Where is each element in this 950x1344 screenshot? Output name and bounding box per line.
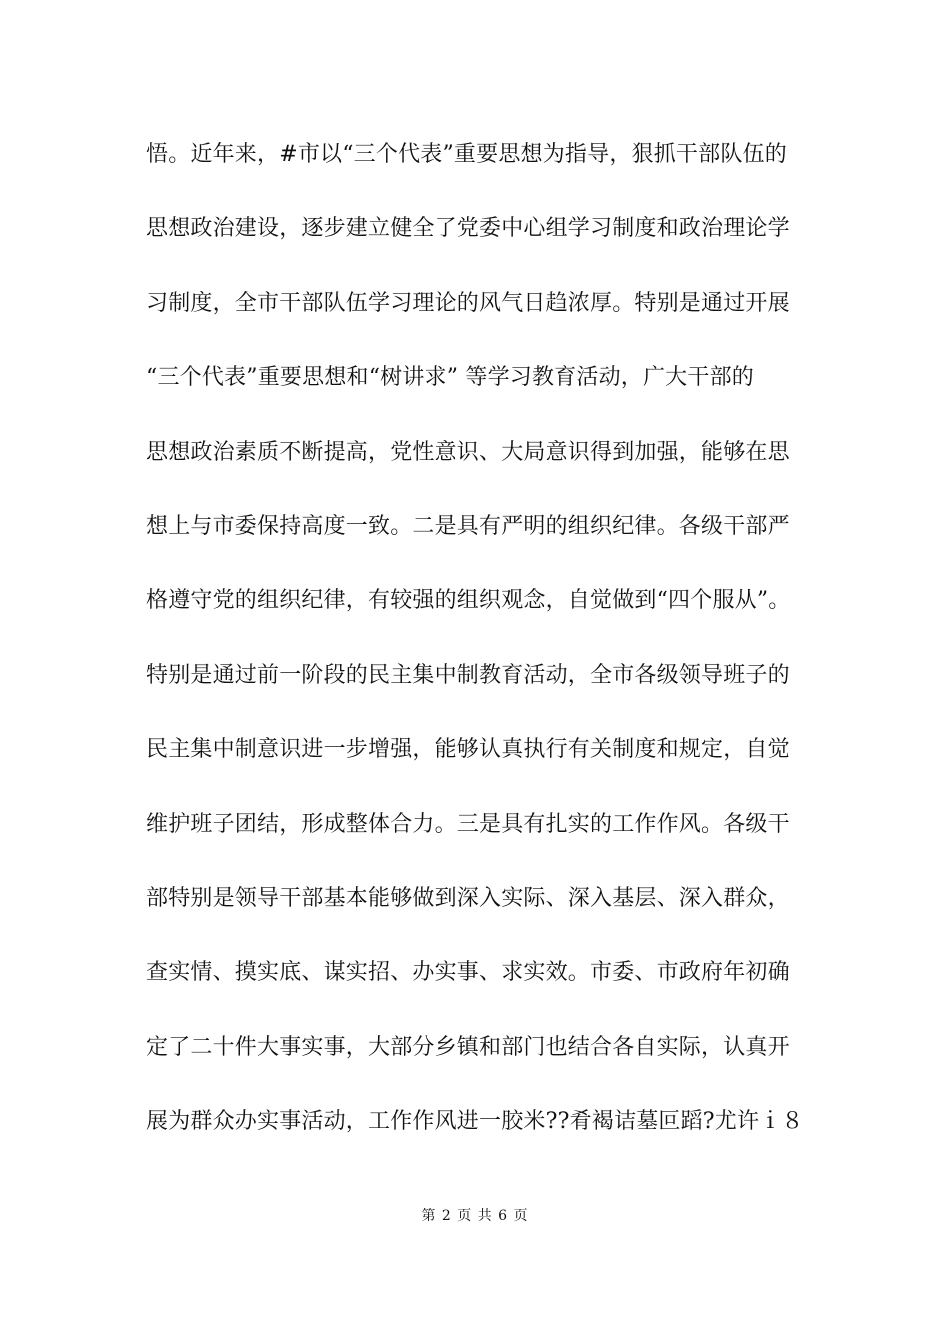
- text-line: 思想政治建设，逐步建立健全了党委中心组学习制度和政治理论学: [146, 216, 790, 242]
- text-line: 习制度，全市干部队伍学习理论的风气日趋浓厚。特别是通过开展: [146, 290, 790, 316]
- text-line: 民主集中制意识进一步增强，能够认真执行有关制度和规定，自觉: [146, 737, 790, 763]
- text-line: 展为群众办实事活动，工作作风进一胶米??肴褐诘墓叵蹈?尤许ｉ８: [146, 1109, 804, 1135]
- document-body: [146, 133, 826, 1174]
- text-line: 部特别是领导干部基本能够做到深入实际、深入基层、深入群众，: [146, 885, 790, 911]
- page-number: 第 2 页 共 6 页: [421, 1208, 529, 1224]
- text-line: “三个代表”重要思想和“树讲求” 等学习教育活动，广大干部的: [146, 365, 754, 391]
- text-line: 格遵守党的组织纪律，有较强的组织观念，自觉做到“四个服从”。: [146, 588, 791, 614]
- text-line: 想上与市委保持高度一致。二是具有严明的组织纪律。各级干部严: [146, 513, 790, 539]
- text-line: 维护班子团结，形成整体合力。三是具有扎实的工作作风。各级干: [146, 811, 790, 837]
- text-line: 特别是通过前一阶段的民主集中制教育活动，全市各级领导班子的: [146, 662, 790, 688]
- text-line: 查实情、摸实底、谋实招、办实事、求实效。市委、市政府年初确: [146, 960, 790, 986]
- text-line: 定了二十件大事实事，大部分乡镇和部门也结合各自实际，认真开: [146, 1034, 790, 1060]
- text-line: 思想政治素质不断提高，党性意识、大局意识得到加强，能够在思: [146, 439, 790, 465]
- text-line: 悟。近年来，#市以“三个代表”重要思想为指导，狠抓干部队伍的: [146, 142, 787, 167]
